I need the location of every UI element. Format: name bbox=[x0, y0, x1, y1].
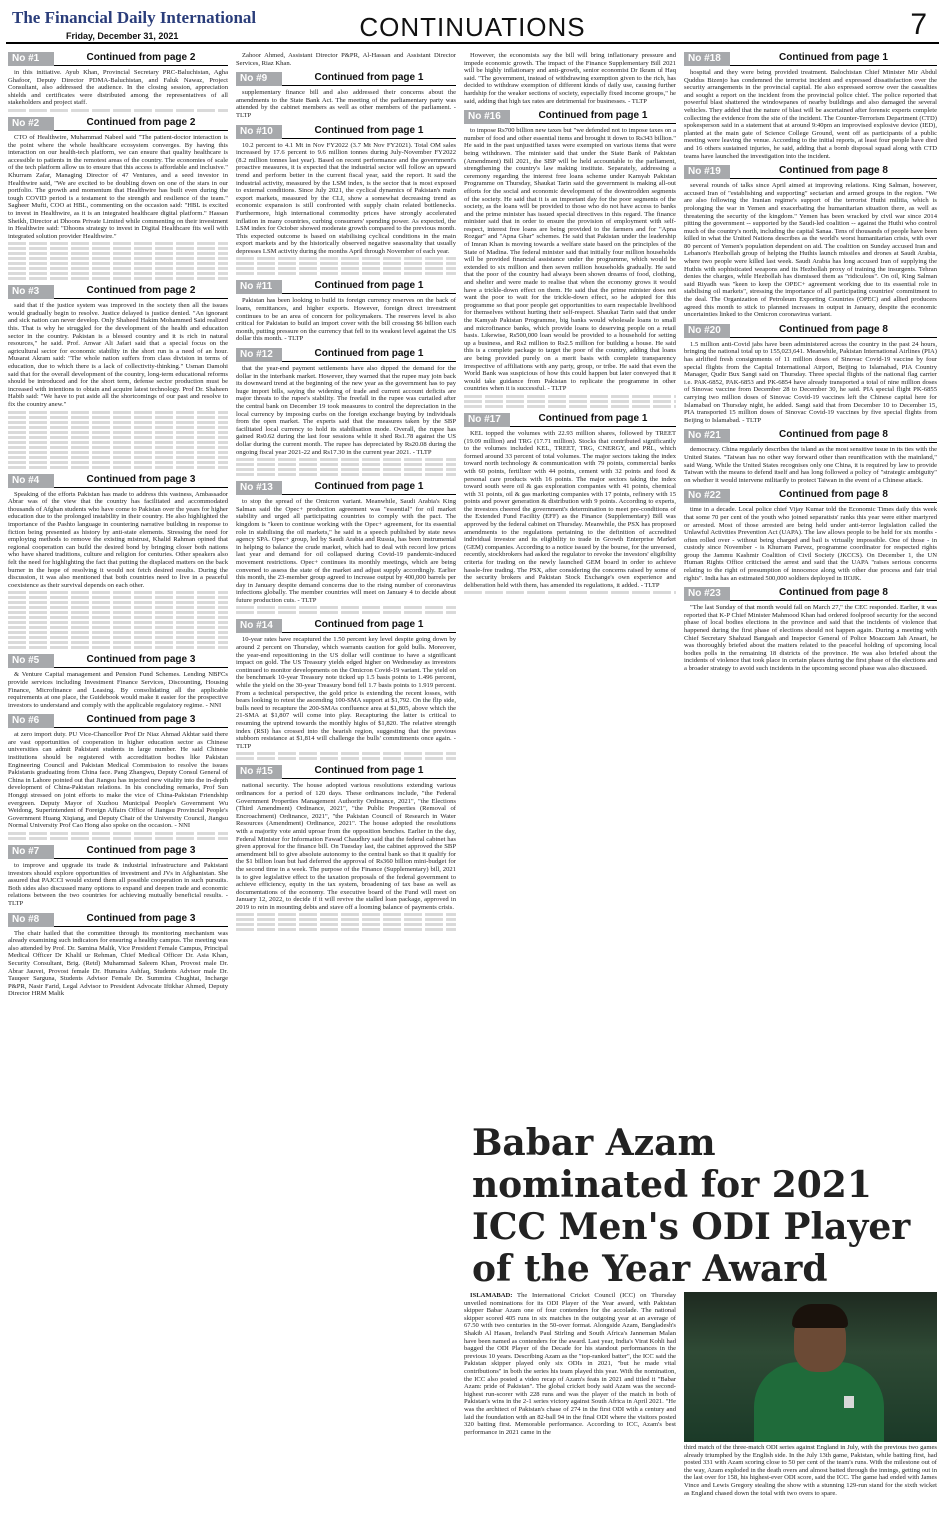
continuation-label: Continued from page 1 bbox=[282, 765, 456, 779]
story-body bbox=[8, 491, 228, 650]
continuation-header bbox=[8, 913, 228, 927]
continuation-header bbox=[464, 110, 676, 124]
continuation-label: Continued from page 1 bbox=[282, 280, 456, 294]
story-body bbox=[8, 930, 228, 998]
story-text: "The last Sunday of that month would fall on March 27," the CEC responded. Earlier, it was reported that K-P Chief Minister Mahmood Khan had ordered foolproof security for the second phase of local bodies elections in the province and said that the incidents of violence that happened during the first phase of elections should not happen again. During a meeting with Chief Secretary Shahzad Bangash and Inspector General of Police Moazzam Jah Ansari, he was thoroughly briefed about the matters related to the peaceful holding of upcoming local bodies polls in the remaining 18 districts of the province. He was also briefed about the incidents of violence that took place in certain places during the first phase of the elections and a broader strategy to avoid such incidents in the upcoming second phase was also discussed. bbox=[684, 604, 937, 672]
story-text: CTO of Healthwire, Muhammad Nabeel said "The patient-doctor interaction is the point where the whole healthcare ecosystem converges. By having this interaction on our health-tech platform, we can ensure that quality healthcare is accessible to patients in the remotest areas of the country. The economies of scale of the tech platform allow us to ensure that this access is affordable and inclusive." Khurram Zafar, Managing Director of 47 Ventures, and a seed investor in Healthwire said, "We are excited to be doubling down on one of the stars in our portfolio. The growth and momentum that Healthwire has built even during the tough COVID period is a testament to the strength and resilience of the team." Sagheer Mufti, COO at HBL, commenting on the occasion said: "HBL is excited to invest in Healthwire, as it is an integrated healthcare digital platform." Hassan Sheikh, Director at Dhoons Private Limited while commenting on their investment in Healthwire said: "Dhoons strategy to invest in Digital Healthcare fits well with integrated solution provider Healthwire." bbox=[8, 133, 228, 240]
continuation-story bbox=[8, 714, 228, 840]
continuation-label: Continued from page 1 bbox=[282, 125, 456, 139]
text-line bbox=[8, 441, 228, 444]
text-line bbox=[236, 463, 456, 466]
continuation-header bbox=[8, 845, 228, 859]
text-line bbox=[236, 611, 456, 614]
continuation-label: Continued from page 8 bbox=[730, 165, 937, 179]
story-body bbox=[8, 302, 228, 468]
text-line bbox=[8, 436, 228, 439]
column-1 bbox=[8, 52, 228, 1003]
continuation-story bbox=[236, 481, 456, 614]
text-line bbox=[8, 616, 228, 619]
continuation-label: Continued from page 8 bbox=[730, 489, 937, 503]
story-text: Speaking of the efforts Pakistan has made to address this vastness, Ambassador Abrar was of the view that the country has facilitated and accommodated thousands of Afghan students who have come to Pakistan over the years for higher education due to the prolonged instability in their country. He also highlighted the importance of the Pashto language in countering narrative building in response to fiction being presented as history by anti-state elements. Stressing the need for employing methods to remove the existing mistrust, Khalid Rahman opined that regional cooperation can build the desired bond by bringing closer both nations who have shared traditions, culture and religion for centuries. Other speakers also felt the need for highlighting the fact that putting the displaced matters on the back burner in the hope of resolving it would not fetch desired results. During the discussion, it was also mentioned that both countries need to live in a peaceful coexistence as their survival depends on each other. bbox=[8, 490, 228, 589]
continuation-header bbox=[236, 348, 456, 362]
story-text: national security. The house adopted various resolutions extending various ordinances for a period of 120 days. These ordinances include, "the Federal Government Properties Management Authority Ordinance, 2021", "the Elections (Third Amendment) Ordinance, 2021", "the Public Properties (Removal of Encroachment) Ordinance, 2021", "the Pakistan Council of Research in Water Resources (Amendment) Ordinance, 2021". The house adopted the resolutions with a majority vote amid uproar from the opposition benches. Earlier in the day, Federal Minister for Information Fawad Chaudhry said that the federal cabinet has given approval for the finance bill. On Tuesday last, the cabinet approved the SBP amendment bill to give absolute autonomy to the central bank so that it qualify for the $1 billion loan but had deferred the approval of Rs360 billion mini-budget for the second time in a week. The purpose of the Finance (Supplementary) bill, 2021 is to give legislative effect to the taxation proposals of the federal government to achieve efficiency, equity in the tax system, broadening of tax base as well as documentations of the economy. The executive board of the Fund will meet on January 12, 2022, to decide if it will revive the stalled loan package, approved in 2019 to rein in mounting debts and stave off a looming balance of payments crisis. bbox=[236, 782, 456, 911]
story-text: KEL topped the volumes with 22.93 million shares, followed by TREET (19.09 million) and TRG (17.71 million). Stocks that contributed significantly to the volumes included KEL, TREET, TRG, CNERGY, and PRL, which formed around 33 percent of total volumes. The major sectors taking the index toward north technology & communication with 79 points, commercial banks with 60 points, fertilizer with 44 points, cement with 32 points and food & personal care products with 16 points. The major sectors taking the index toward south were oil & gas exploration companies with 41 points, chemical with 31 points, oil & gas marketing companies with 17 points, refinery with 15 points and power generation & distribution with 9 points. According to experts, the investors cheered the government's determination to meet pre-conditions of the Extended Fund Facility (EFF) as the Finance (Supplementary) Bill was approved by the federal cabinet on Thursday. Meanwhile, the PSX has proposed amendments to the regulations pertaining to the definition of accredited individual investor and its eligibility to trade in Growth Enterprise Market (GEM) companies. According to a notice issued by the bourse, for the unversed, recently, stockbrokers had asked the regulator to revoke the investors' eligibility criteria for trading on the newly launched GEM board in order to achieve hassle-free trading. The PSX, after considering the concerns raised by some of the security brokers and Pakistan Stock Exchange's own experience and deliberation held with them, has amended its regulations, it added. - TLTP bbox=[464, 429, 676, 589]
story-body bbox=[8, 862, 228, 908]
continuation-story bbox=[464, 52, 676, 105]
text-line bbox=[8, 451, 228, 454]
photo-caption: third match of the three-match ODI series against England in July, with the previous two games already triumphed by the English side. In the July 13th game, Pakistan, while batting first, had posted 331 with Azam scoring close to 50 per cent of the team's runs. With the milestone out of the way, Azam exploded in the death overs and almost batted through the innings, getting out in the last over for 158, his highest-ever ODI score, said the ICC. The game had ended with James Vince and Lewis Gregory stealing the show with a stunning 129-run stand for the sixth wicket as England chased down the total with two overs to spare. bbox=[684, 1444, 937, 1497]
continuation-header bbox=[236, 125, 456, 139]
story-body bbox=[236, 636, 456, 760]
continuation-number: No #21 bbox=[684, 429, 730, 443]
continuation-number: No #13 bbox=[236, 481, 282, 495]
text-line bbox=[236, 257, 456, 260]
continuation-story bbox=[8, 52, 228, 112]
continuation-label: Continued from page 1 bbox=[510, 110, 676, 124]
continuation-number: No #18 bbox=[684, 52, 730, 66]
text-line bbox=[236, 918, 456, 921]
continuation-header bbox=[684, 489, 937, 503]
masthead bbox=[6, 4, 939, 44]
continuation-number: No #9 bbox=[236, 72, 282, 86]
continuation-story bbox=[236, 52, 456, 67]
text-line bbox=[236, 262, 456, 265]
column-3 bbox=[464, 52, 676, 599]
continuation-header bbox=[684, 165, 937, 179]
text-line bbox=[236, 468, 456, 471]
story-text: to impose Rs700 billion new taxes but "we defended not to impose taxes on a number of food and other essential items and brought it down to Rs343 billion." He said in the past unjustified taxes were exempted on various items that were being withdrawn. The minister said that under the State Bank of Pakistan (Amendment) Bill 2021, the SBP will be held accountable to the parliament, strengthening the country's law making institute. Separately, addressing a ceremony regarding the interest free loans scheme under Kamyab Pakistan Programme on Thursday, Shaukat Tarin said the government is making all-out efforts for the social and economic development of the downtrodden segments of the society. He said that it is an important day for the poor segments of the society, as the loans will be provided to those who do not have access to banks and the prime minister has issued special directives in this regard. The finance minister said that in order to ensure the provision of employment with self-respect, interest free loans are being provided to the farmers and for "Apna Rozgar" and "Apna Ghar" schemes. He said that Pakistan under the leadership of Imran Khan is moving towards a welfare state based on the principles of the State of Madina. The federal minister said that initially four million households will be provided financial assistance under the programme, which would be extended to six million and then seven million households gradually. He said that the poor of the country had always been shown dreams of food, clothing, and shelter and were made to realise that when the economy grows it would have a trickle-down effect on them. He said that the prime minister does not want the poor to wait for the trickle-down effect, so he adopted for this programme so that poor people get opportunities to earn respectable livelihood for themselves without hurting their self-respect. Shaukat Tarin said that under the Kamyab Pakistan Programme, big banks would wholesale loans to small and microfinance banks, which provide loans to deserving people on a retail basis. Likewise, Rs500,000 loan would be provided to a household for setting up a business, and Rs2 million to Rs2.5 million for building a house. He said this is a complete package to target the poor of the country, adding that loans are being provided purely on a merit basis with complete transparency irrespective of affiliations with any party, group, or tribe. He said that even the World Bank was suspicious of how this could happen but later conveyed that it would take guidance from Pakistan to replicate the programme in other countries when it is successful. - TLTP bbox=[464, 127, 676, 393]
continuation-story bbox=[8, 117, 228, 280]
continuation-label: Continued from page 3 bbox=[54, 845, 228, 859]
text-line bbox=[236, 606, 456, 609]
text-line bbox=[236, 757, 456, 760]
continuation-header bbox=[236, 619, 456, 633]
story-text: 10-year rates have recaptured the 1.50 percent key level despite going down by around 2 percent on Thursday, which warrants caution for gold bulls. Moreover, the year-end repositioning in the US dollar will continue to have a significant impact on gold. The US Treasury yields edged higher on Wednesday as investors continued to monitor developments on the Omicron Covid-19 variant. The yield on the benchmark 10-year Treasury note ticked up 1.5 basis points to 1.496 percent, while the yield on the 30-year Treasury bond fell 1.7 basis points to 1.919 percent. From a technical perspective, the gold price is extending the recent losses, with bears looking to retest the ascending 100-SMA support at $1,792. On the flip side, bulls need to recapture the 200-SMAs confluence area at $1,805, above which the 21-SMA at $1,807 will come into play. Recapturing the latter is critical to resuming the uptrend towards the monthly highs of $1,820. The relative strength index (RSI) has crossed into the bearish region, suggesting that the previous stubborn resistance at $1,814 will challenge the bulls' commitments once again. - TLTP bbox=[236, 636, 456, 750]
story-text: to improve and upgrade its trade & industrial infrastructure and Pakistani investors should explore opportunities of investment and JVs in Afghanistan. She assured that PAJCCI would extend them all possible cooperation in such pursuits. Both sides also discussed many options to expand and deepen trade and economic relations between the two countries for achieving mutually beneficial results. - TLTP bbox=[8, 862, 228, 907]
babar-azam-photo bbox=[684, 1292, 937, 1442]
story-text: democracy. China regularly describes the island as the most sensitive issue in its ties with the United States. "Taiwan has no other way forward other than reunification with the mainland," said Wang. While the United States recognises only one China, it is required by law to provide Taiwan with the means to defend itself and has long followed a policy of "strategic ambiguity" on whether it would intervene militarily to protect Taiwan in the event of a Chinese attack. bbox=[684, 446, 937, 484]
text-line bbox=[8, 257, 228, 260]
text-line bbox=[8, 461, 228, 464]
continuation-number: No #4 bbox=[8, 474, 54, 488]
continuation-label: Continued from page 3 bbox=[54, 913, 228, 927]
text-line bbox=[8, 431, 228, 434]
feature-text: The International Cricket Council (ICC) on Thursday unveiled nominations for its ODI Player of the Year award, with Pakistan skipper Babar Azam one of four contenders for the accolade. The national skipper scored 405 runs in six matches in the outgoing year at an average of 67.50 with two centuries in the 50-over format. Alongside Azam, Bangladesh's Shakib Al Hasan, Ireland's Paul Stirling and South Africa's Janneman Malan have been named as contenders for the award. Last year, India's Virat Kohli had bagged the ODI Player of the Decade for his standout performances in the previous 10 years. Describing Azam as the "top-ranked batter", the ICC said the Pakistan skipper played only six ODIs in 2021, "but he made vital contributions" in both the series his team played this year. With the nomination, the ICC also posted a video recap of Azam's feats in 2021 and titled it "Babar Azam: pride of Pakistan". The global cricket body said Azam was the second-highest run-scorer with 228 runs and was the player of the match in both of Pakistan's wins in the 2-1 series victory against South Africa in April 2021. "He was the architect of Pakistan's chase of 274 in the first ODI with a century and laid the foundation with an 82-ball 94 in the final ODI where the visitors posted 320 batting first. Memorable performance. According to ICC, Azam's best performance in 2021 came in the bbox=[464, 1292, 676, 1436]
continuation-number: No #14 bbox=[236, 619, 282, 633]
text-line bbox=[464, 591, 676, 594]
story-body bbox=[236, 142, 456, 276]
continuation-label: Continued from page 3 bbox=[54, 654, 228, 668]
column-2 bbox=[236, 52, 456, 936]
story-body bbox=[464, 430, 676, 594]
feature-dateline: ISLAMABAD: bbox=[470, 1292, 513, 1299]
text-line bbox=[8, 252, 228, 255]
continuation-label: Continued from page 3 bbox=[54, 714, 228, 728]
continuation-number: No #10 bbox=[236, 125, 282, 139]
continuation-label: Continued from page 8 bbox=[730, 587, 937, 601]
text-line bbox=[8, 631, 228, 634]
story-body bbox=[236, 89, 456, 119]
story-text: Zahoor Ahmed, Assistant Director P&PR, Al-Hassan and Assistant Director Services, Riaz Khan. bbox=[236, 52, 456, 67]
story-body bbox=[236, 52, 456, 67]
continuation-header bbox=[236, 765, 456, 779]
story-text: time in a decade. Local police chief Vijay Kumar told the Economic Times daily this week that some 70 per cent of the youth who joined separatists' ranks this year were either martyred or arrested. Most of those arrested are being held under anti-terror legislation called the Unlawful Activities Prevention Act (UAPA). The law allows people to be held for six months - often rolled over - without being charged and bail is virtually impossible. One of those - in custody since November - is Khurram Parvez, programme coordinator for respected rights group the Jammu Kashmir Coalition of Civil Society (JKCCS). On December 1, the UN Human Rights Office criticised the arrest and said that the UAPA "raises serious concerns relating to the right of presumption of innocence along with other due process and fair trial rights". India has an estimated 500,000 soldiers deployed in IIOJK. bbox=[684, 506, 937, 582]
player-hair bbox=[792, 1304, 848, 1328]
text-line bbox=[8, 621, 228, 624]
feature-body bbox=[464, 1292, 676, 1436]
continuation-header bbox=[8, 285, 228, 299]
continuation-number: No #17 bbox=[464, 413, 510, 427]
text-line bbox=[464, 405, 676, 408]
text-line bbox=[8, 247, 228, 250]
continuation-story bbox=[684, 489, 937, 582]
continuation-story bbox=[684, 587, 937, 672]
text-line bbox=[8, 272, 228, 275]
continuation-story bbox=[236, 280, 456, 343]
continuation-header bbox=[684, 429, 937, 443]
continuation-story bbox=[464, 110, 676, 408]
story-text: & Venture Capital management and Pension Fund Schemes. Lending NBFCs provide services including Investment Finance Services, Discounting, Housing Finance, Microfinance and Leasing. By consolidating all the applicable requirements at one place, the Guidebook would make it easier for the prospective investors to understand and comply with the applicable regulatory regime. - NNI bbox=[8, 671, 228, 709]
text-line bbox=[8, 267, 228, 270]
continuation-number: No #5 bbox=[8, 654, 54, 668]
continuation-label: Continued from page 1 bbox=[510, 413, 676, 427]
story-text: 10.2 percent to 4.1 Mt in Nov FY2022 (3.7 Mt Nov FY2021). Total OM sales increased by 17.6 percent to 9.6 million tonnes during July-November FY2022 (8.2 million tonnes last year). Based on recent performance and the government's proactive measures, it is expected that the industrial sector will follow an upward trend and perform better in the current fiscal year, said the report. It said the industrial activity, measured by the LSM index, is the sector that is most exposed to external conditions. Since July 2021, the cyclical dynamics of Pakistan's main export markets, measured by the CLI, show a somewhat decreasing trend as economic expansion is still confronted with supply chain related bottlenecks. Furthermore, high international commodity prices have strongly accelerated inflation in many countries, curbing consumers' spending power. As expected, the LSM index for October showed moderate growth compared to the previous month. This expected outcome is based on stabilising cyclical conditions in the main export markets and by the historically observed negative seasonality that usually depresses LSM activity during the months April through November of each year. bbox=[236, 141, 456, 255]
continuation-story bbox=[8, 474, 228, 650]
story-text: said that if the justice system was improved in the society then all the issues would gradually begin to resolve. Justice delayed is justice denied. "An ignorant and sick nation can never develop. Only Shaheed Hakim Mohammed Said realized this. That is why he struggled for the development of the health and education sector in the country. Pakistan is a blessed country and it is rich in natural resources," he said. Prof. Anwar Ali Jafari said that a special focus on the agricultural sector for economic stability in the short run is a need of an hour. Musarat Akram said: "The whole nation suffers from class division in terms of education, due to which there is a lack of collectivity-thinking." Usman Damohi said that for the overall development of the country, long-term educational reforms should be introduced and for the short term, defense sector production must be increased with intentions to obtain and acquire latest technology. Prof Dr. Shaheen Habib said: "We have to put aside all the shortcomings of our past and resolve to fix the country anew." bbox=[8, 302, 228, 408]
text-line bbox=[8, 606, 228, 609]
text-line bbox=[236, 272, 456, 275]
text-line bbox=[236, 473, 456, 476]
continuation-story bbox=[236, 765, 456, 931]
column-4 bbox=[684, 52, 937, 678]
continuation-story bbox=[464, 413, 676, 594]
continuation-number: No #12 bbox=[236, 348, 282, 362]
text-line bbox=[236, 923, 456, 926]
story-body bbox=[236, 297, 456, 343]
story-body bbox=[8, 134, 228, 280]
story-text: However, the economists say the bill will bring inflationary pressure and impede economic growth. The impact of the Finance Supplementary Bill 2021 will be highly inflationary and anti-growth, senior economist Dr Ikram ul Haq said. "The government, instead of withdrawing exemption given to the rich, has decided to withdraw exemption of different kinds of daily use, causing further hardship for the weaker sections of society, especially fixed income groups," he said, adding that high tax rates are detrimental for businesses. - TLTP bbox=[464, 52, 676, 105]
text-line bbox=[464, 395, 676, 398]
story-text: supplementary finance bill and also addressed their concerns about the amendments to the State Bank Act. The meeting of the parliamentary party was attended by the cabinet members as well as other members of the parliament. - TLTP bbox=[236, 89, 456, 119]
continuation-label: Continued from page 2 bbox=[54, 52, 228, 66]
story-body bbox=[684, 341, 937, 425]
feature-headline: Babar Azam nominated for 2021 ICC Men's ODI Player of the Year Award bbox=[472, 1122, 911, 1290]
story-text: that the year-end payment settlements have also dipped the demand for the dollar in the interbank market. However, they warned that the rupee may join back its downward trend at the beginning of the new year as the government has to pay huge import bills, saying the widening of trade and current account deficits are major threats to the rupee's stability. The freefall in the rupee was curtailed after the central bank on December 19 took measures to control the depreciation in the local currency by imposing curbs on the foreign exchange buying by individuals from the open market. The experts said that the measures taken by the SBP facilitated local currency to hold its stabilisation mode. Overall, the rupee has gained Rs0.62 during the last four sessions while it shed Rs1.78 against the US dollar during the current month. The rupee has depreciated by Rs20.08 during the ongoing fiscal year 2021-22 and Rs17.30 in the current year 2021. - TLTP bbox=[236, 365, 456, 456]
continuation-header bbox=[684, 587, 937, 601]
continuation-story bbox=[8, 285, 228, 468]
story-text: several rounds of talks since April aimed at improving relations. King Salman, however, accused Iran of "establishing and supporting" sectarian and armed groups in the region. "We are also following the Iranian regime's support of the terrorist Huthi militia, which is prolonging the war in Yemen and exacerbating the humanitarian situation there, as well as threatening the security of the kingdom." Yemen has been wracked by civil war since 2014 pitting the government -- supported by the Saudi-led coalition -- against the Huthi who control much of the country's north, including the capital Sanaa. Tens of thousands of people have been killed in what the United Nations describes as the world's worst humanitarian crisis, with over 80 percent of Yemen's population dependent on aid. The coalition on Sunday accused Iran and Lebanon's Hezbollah group of helping the Huthis launch missiles and drones at Saudi Arabia, where two people were killed last week. Saudi Arabia has long accused Iran of supplying the Huthis with sophisticated weapons and its Hezbollah proxy of training the insurgents. Tehran denies the charges, while Hezbollah has dismissed them as "ridiculous". On oil, King Salman said Riyadh was "keen to keep the OPEC+ agreement working due to its essential role in stabilising oil markets", stressing the importance of all participating countries' commitment to the deal. The Organization of Petroleum Exporting Countries (OPEC) and allied producers agreed this month to stick to planned increases in output in January, despite the economic uncertainties linked to the Omicron coronavirus variant. bbox=[684, 182, 937, 319]
page-number: 7 bbox=[910, 8, 927, 41]
shirt-logo bbox=[844, 1396, 854, 1408]
text-line bbox=[8, 601, 228, 604]
story-body bbox=[684, 446, 937, 484]
text-line bbox=[8, 416, 228, 419]
issue-date: Friday, December 31, 2021 bbox=[66, 31, 179, 41]
story-text: to stop the spread of the Omicron variant. Meanwhile, Saudi Arabia's King Salman said the Opec+ production agreement was "essential" for oil market stability and urged all participating countries to comply with the pact. The kingdom is "keen to continue working with the Opec+ agreement, for its essential role in stabilising the oil markets," he said in a speech published by state news agency SPA. Opec+ group, led by Saudi Arabia and Russia, has been instrumental in helping to balance the crude market, which had to deal with record low prices last year and demand for oil collapsed during Covid-19 pandemic-induced movement restrictions. Opec+ continues its monthly meetings, which are being convened to assess the state of the market and adjust supply accordingly. Earlier this month, the 23-member group agreed to increase output by 400,000 barrels per day in January despite demand concerns due to the rising number of coronavirus infections globally. The member countries will meet on January 4 to decide about future production cuts. - TLTP bbox=[236, 498, 456, 604]
paper-title: The Financial Daily International bbox=[12, 8, 257, 27]
text-line bbox=[8, 611, 228, 614]
continuation-header bbox=[684, 324, 937, 338]
continuation-number: No #23 bbox=[684, 587, 730, 601]
continuation-story bbox=[684, 165, 937, 319]
text-line bbox=[8, 411, 228, 414]
continuation-header bbox=[236, 280, 456, 294]
continuation-header bbox=[8, 117, 228, 131]
story-text: The chair hailed that the committee through its monitoring mechanism was already examining such indicators for ensuring a healthy campus. The meeting was also attended by Prof. Dr. Samina Malik, Vice President Female Campus, Principal Medical Officer Dr Khalil ur Rehman, Chief Medical Officer Dr. Asia Khan, Security Consultant, Brig. (Retd) Muhammad Saleem Khan, Provost male Dr. Abrar Jauvei, Provost female Dr. Humaira Ashfaq, Students Advisor male Dr. Tauqeer Sarguna, Students Advisor Female Dr. Summira Chughtai, Incharge P&PR, Nasir Farid, Legal Advisor to President Advocate Iftikhar Ahmed, Deputy Director HRM Malik bbox=[8, 929, 228, 998]
continuation-number: No #16 bbox=[464, 110, 510, 124]
story-body bbox=[8, 671, 228, 709]
story-body bbox=[464, 52, 676, 105]
continuation-number: No #6 bbox=[8, 714, 54, 728]
continuation-number: No #1 bbox=[8, 52, 54, 66]
story-text: hospital and they were being provided treatment. Balochistan Chief Minister Mir Abdul Quddus Bizenjo has condemned the terrorist incident and expressed dissatisfaction over the security arrangements in the provincial capital. He also expressed sorrow over the casualties and sought a report on the incident from the provincial police chief. The police reported that powerful blast shattered the windowpanes of nearby buildings and also damaged the several vehicles. They added that the nature of blast will be ascertained after forensic experts complete collecting the evidence from the site of the incident. The Counter-Terrorism Department (CTD) spokesperson said in a statement that at around 9:40pm an improvised explosive device (IED), planted at the main gate of Science College Ground, went off as participants of a public meeting were leaving the venue. According to the initial reports, at least four people have died and 16 others sustained injuries, he said, adding that a bomb disposal squad along with CTD teams have launched the investigation into the incident. bbox=[684, 69, 937, 160]
text-line bbox=[8, 596, 228, 599]
text-line bbox=[236, 752, 456, 755]
text-line bbox=[236, 913, 456, 916]
story-text: Pakistan has been looking to build its foreign currency reserves on the back of loans, remittances, and higher exports. However, foreign direct investment continues to be an area of concern for policymakers. The reserves level is also critical for Pakistan to build an import cover with the bill crossing $6 billion each month, putting pressure on the currency that fell to its weakest level against the US dollar this month. - TLTP bbox=[236, 297, 456, 343]
text-line bbox=[8, 591, 228, 594]
continuation-story bbox=[684, 324, 937, 425]
text-line bbox=[8, 636, 228, 639]
text-line bbox=[8, 456, 228, 459]
continuation-label: Continued from page 1 bbox=[282, 481, 456, 495]
text-line bbox=[8, 421, 228, 424]
text-line bbox=[8, 646, 228, 649]
text-line bbox=[8, 242, 228, 245]
player-shirt bbox=[754, 1362, 884, 1442]
continuation-story bbox=[8, 654, 228, 709]
continuation-header bbox=[8, 714, 228, 728]
text-line bbox=[8, 641, 228, 644]
text-line bbox=[8, 626, 228, 629]
text-line bbox=[236, 267, 456, 270]
continuation-story bbox=[684, 52, 937, 160]
continuation-number: No #2 bbox=[8, 117, 54, 131]
text-line bbox=[8, 832, 228, 835]
continuation-number: No #19 bbox=[684, 165, 730, 179]
continuation-story bbox=[8, 845, 228, 908]
continuation-label: Continued from page 8 bbox=[730, 324, 937, 338]
continuation-number: No #3 bbox=[8, 285, 54, 299]
continuation-number: No #22 bbox=[684, 489, 730, 503]
story-body bbox=[684, 506, 937, 582]
story-body bbox=[8, 731, 228, 840]
text-line bbox=[236, 458, 456, 461]
story-body bbox=[684, 182, 937, 319]
continuation-story bbox=[8, 913, 228, 998]
story-body bbox=[684, 69, 937, 160]
story-text: at zero import duty. PU Vice-Chancellor Prof Dr Niaz Ahmad Akhtar said there are vast opportunities of cooperation in higher education sector as Chinese universities can admit Pakistani students in large number. He said Chinese institutions should be registered with accreditation bodies like Pakistan Engineering Council and Pakistan Medical Commission to resolve the issues Pakistanis graduating from China face. Pang Zhangwu, Deputy Consul General of China in Lahore pointed out that Jiangsu has injected new vitality into the in-depth development of China-Pakistan relations. In his concluding remarks, Prof Sun Hongqi stressed on joint efforts to make the vice of China-Pakistan Friendship evergreen. Deputy Mayor of Xuzhou Municipal People's Government Wu Weidong, Superintendent of Foreign Affairs Office of Jiangsu Provincial People's Government Huang Xiqiang, and Deputy Chair of the University Council, Jiangsu Normal University Prof Cao Hong also spoke on the occasion. - NNI bbox=[8, 731, 228, 830]
continuation-header bbox=[684, 52, 937, 66]
continuation-label: Continued from page 8 bbox=[730, 429, 937, 443]
text-line bbox=[464, 400, 676, 403]
story-text: in this initiative. Ayub Khan, Provincial Secretary PRC-Baluchistan, Agha Ghafoor, Deputy Director PDMA-Baluchistan, and Faluk Nawaz, Project Consultant, also addressed the audience. In the closing session, appreciation shields and certificates were distributed among the representatives of all stakeholders and project staff. bbox=[8, 69, 228, 107]
text-line bbox=[8, 109, 228, 112]
story-body bbox=[236, 365, 456, 476]
continuation-header bbox=[8, 474, 228, 488]
continuation-story bbox=[236, 348, 456, 476]
continuation-label: Continued from page 2 bbox=[54, 285, 228, 299]
section-title: CONTINUATIONS bbox=[359, 12, 586, 42]
text-line bbox=[8, 466, 228, 469]
text-line bbox=[236, 928, 456, 931]
text-line bbox=[8, 277, 228, 280]
continuation-story bbox=[236, 72, 456, 119]
story-body bbox=[464, 127, 676, 408]
story-body bbox=[8, 69, 228, 112]
continuation-number: No #20 bbox=[684, 324, 730, 338]
continuation-number: No #7 bbox=[8, 845, 54, 859]
continuation-number: No #8 bbox=[8, 913, 54, 927]
continuation-header bbox=[236, 72, 456, 86]
story-body bbox=[236, 782, 456, 931]
continuation-header bbox=[8, 52, 228, 66]
continuation-label: Continued from page 3 bbox=[54, 474, 228, 488]
continuation-number: No #11 bbox=[236, 280, 282, 294]
continuation-story bbox=[684, 429, 937, 484]
story-text: 1.5 million anti-Covid jabs have been administered across the country in the past 24 hours, bringing the national total up to 155,023,641. Meanwhile, Pakistan International Airlines (PIA) has airlifted fresh consignments of 11 million doses of Sinovac Covid-19 vaccine by four special flights from the Capital International Airport, Beijing to Islamabad, PIA Country Manager, Qudir Bux Sangi said on Thursday. Three special flights of the national flag carrier i.e. PAK-6852, PAK-6853 and PK-6854 have already transported a total of nine million doses of Sinovac vaccine from December 28 to December 30, he said. PIA special flight PK-6855 carrying two million doses of Sinovac Covid-19 vaccines left the Chinese capital here for Islamabad on Thursday night, he added. Sangi said that from December 10 to December 15, PIA transported 15 million doses of Sinovac Covid-19 vaccines by five special flights from Beijing to Islamabad. - TLTP bbox=[684, 340, 937, 424]
continuation-label: Continued from page 1 bbox=[730, 52, 937, 66]
text-line bbox=[8, 837, 228, 840]
continuation-header bbox=[236, 481, 456, 495]
continuation-header bbox=[8, 654, 228, 668]
text-line bbox=[8, 426, 228, 429]
continuation-number: No #15 bbox=[236, 765, 282, 779]
story-body bbox=[684, 604, 937, 672]
continuation-header bbox=[464, 413, 676, 427]
continuation-story bbox=[236, 619, 456, 760]
story-body bbox=[236, 498, 456, 614]
continuation-label: Continued from page 1 bbox=[282, 348, 456, 362]
continuation-story bbox=[236, 125, 456, 276]
text-line bbox=[8, 446, 228, 449]
text-line bbox=[8, 262, 228, 265]
continuation-label: Continued from page 2 bbox=[54, 117, 228, 131]
continuation-label: Continued from page 1 bbox=[282, 619, 456, 633]
continuation-label: Continued from page 1 bbox=[282, 72, 456, 86]
